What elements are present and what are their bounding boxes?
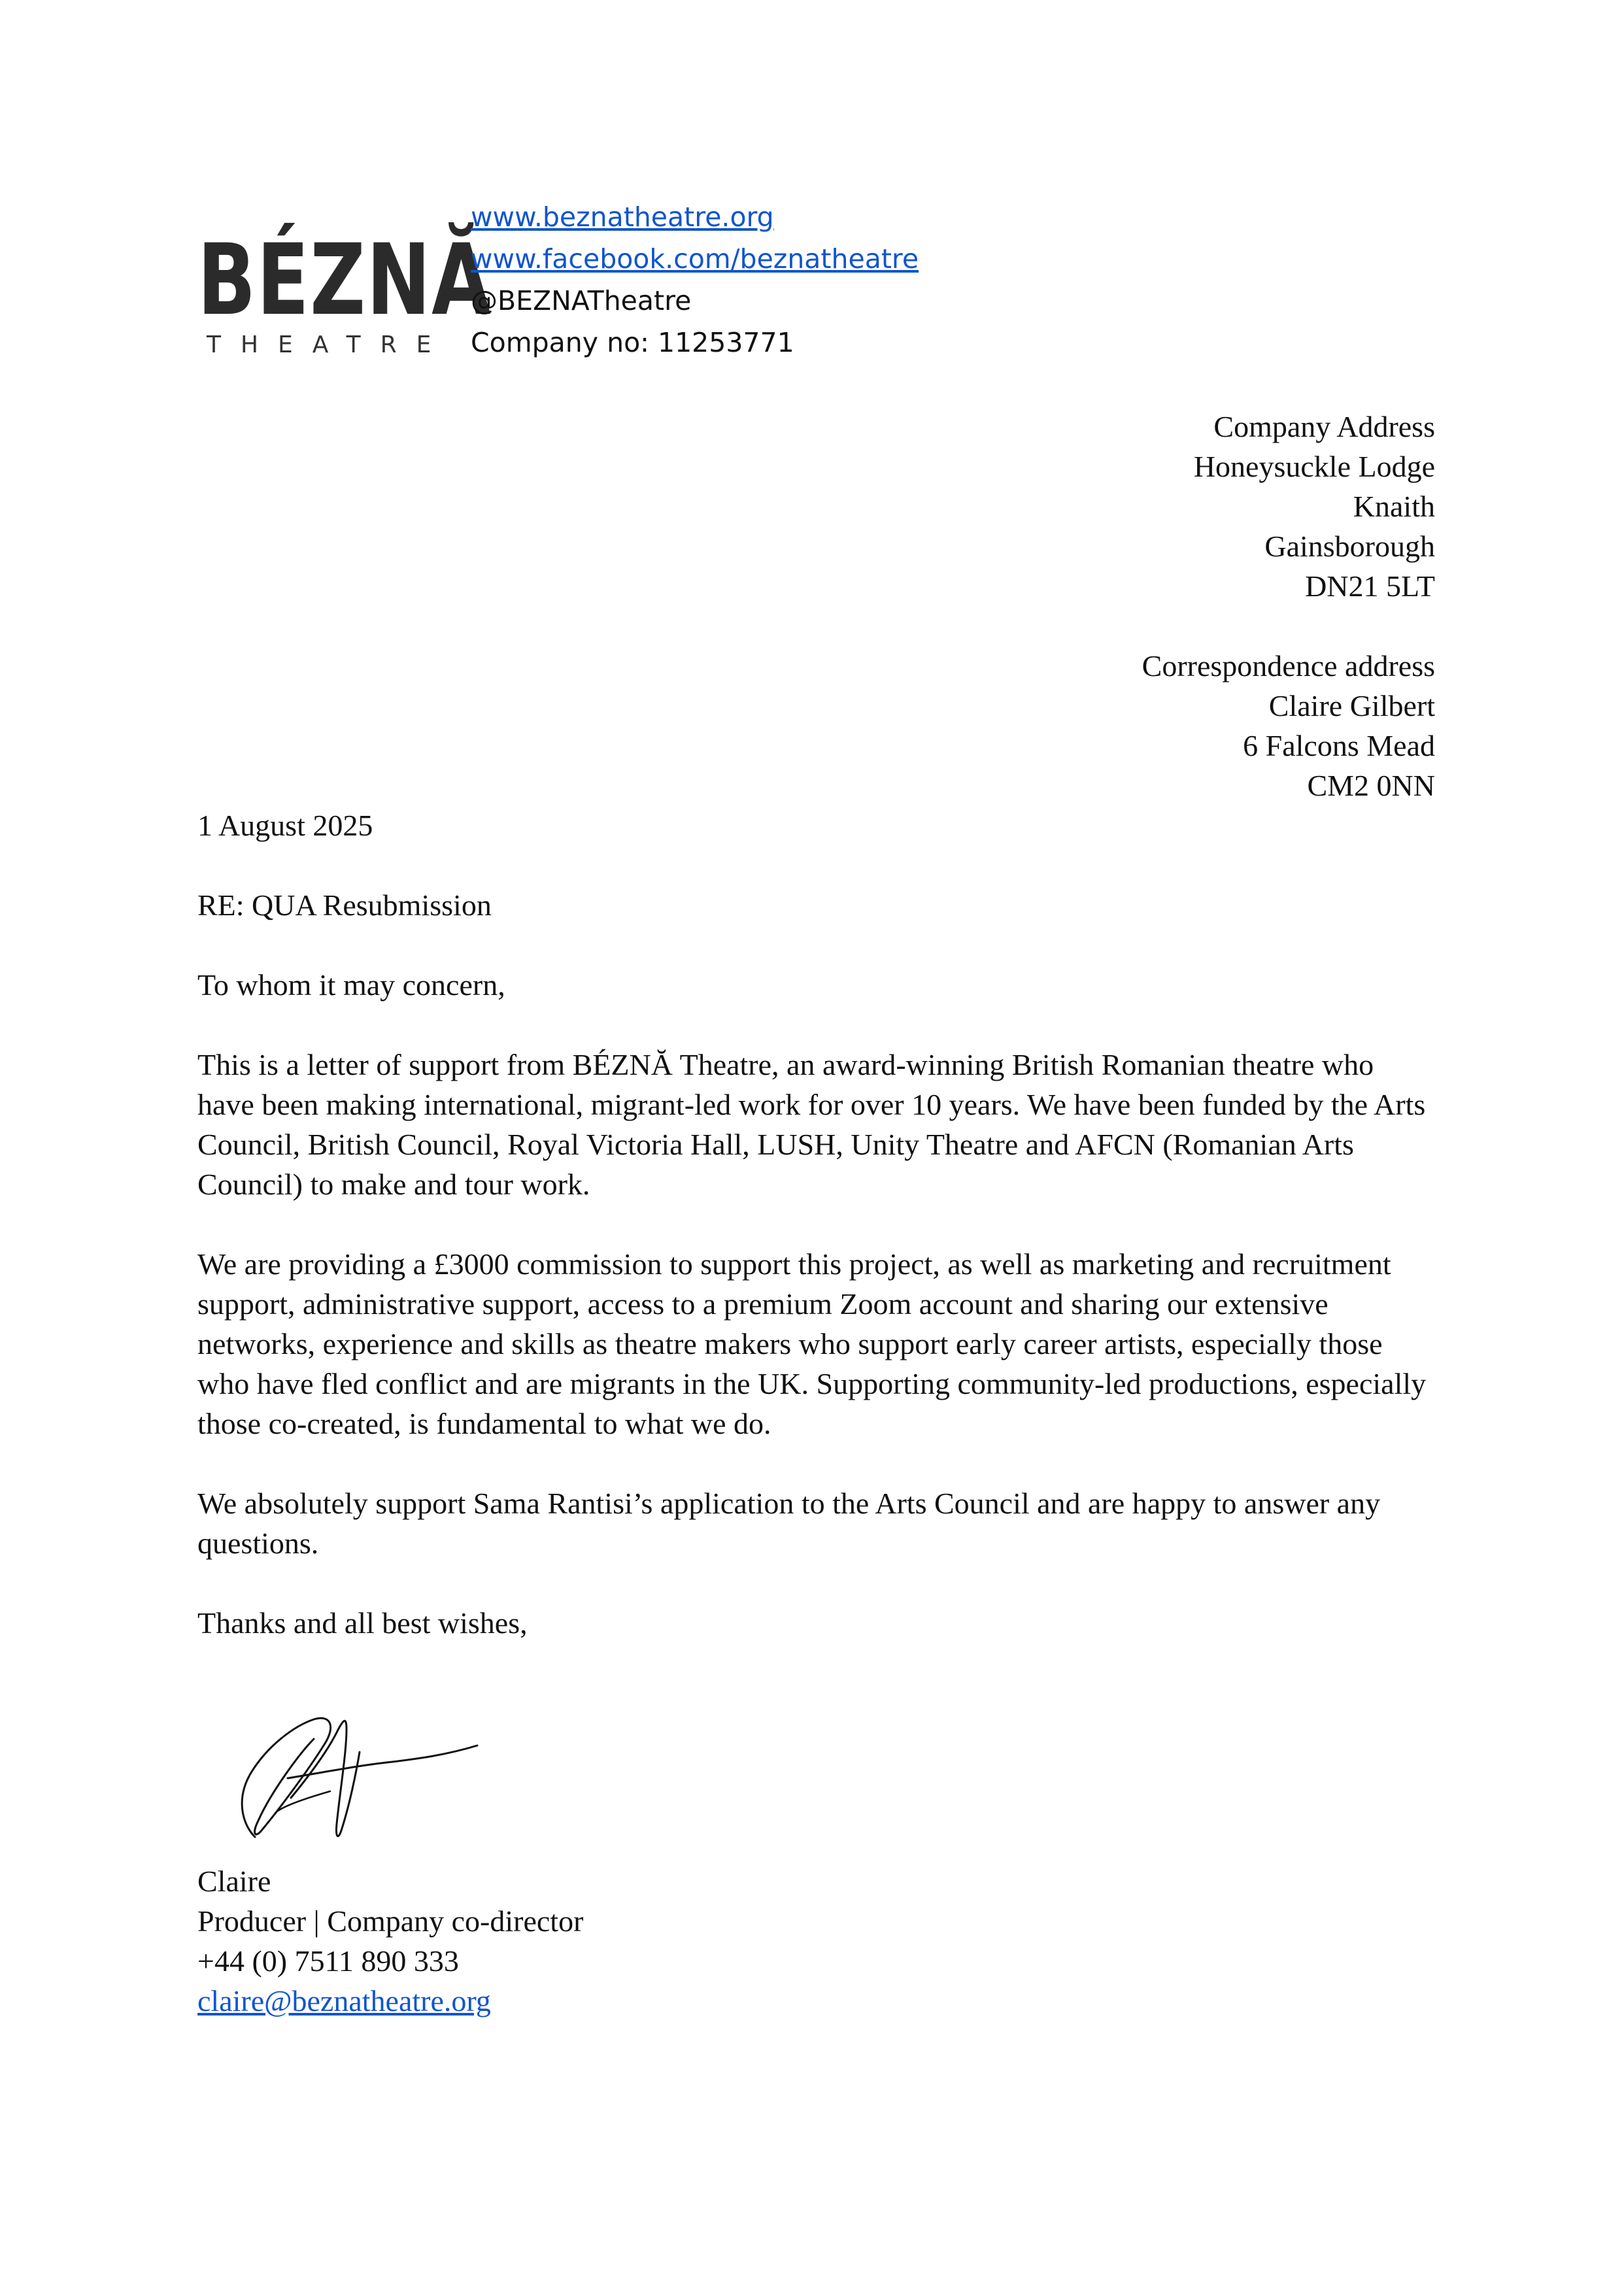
paragraph-line: Council, British Council, Royal Victoria Hall, LUSH, Unity Theatre and AFCN (Romanian Arts bbox=[197, 1128, 1354, 1161]
letterhead-contact bbox=[471, 196, 919, 363]
bezna-theatre-logo bbox=[197, 205, 492, 358]
signer-role: Producer | Company co-director bbox=[197, 1904, 584, 1938]
logo-subtitle: THEATRE bbox=[207, 331, 451, 358]
paragraph-line: questions. bbox=[197, 1527, 319, 1560]
paragraph-line: who have fled conflict and are migrants in the UK. Supporting community-led productions, especially bbox=[197, 1367, 1427, 1400]
correspondence-address-heading: Correspondence address bbox=[1142, 649, 1435, 683]
paragraph-line: networks, experience and skills as theatre makers who support early career artists, especially those bbox=[197, 1327, 1383, 1360]
company-address-line: Gainsborough bbox=[1264, 530, 1435, 563]
paragraph-3 bbox=[197, 1483, 1440, 1563]
paragraph-line: This is a letter of support from BÉZNĂ Theatre, an award-winning British Romanian theatre who bbox=[197, 1048, 1374, 1081]
facebook-link[interactable]: www.facebook.com/beznatheatre bbox=[471, 243, 919, 275]
letter-closing: Thanks and all best wishes, bbox=[197, 1606, 528, 1640]
company-address bbox=[1194, 407, 1435, 606]
paragraph-line: support, administrative support, access to a premium Zoom account and sharing our extensive bbox=[197, 1287, 1328, 1321]
letter-date: 1 August 2025 bbox=[197, 809, 373, 842]
paragraph-line: We are providing a £3000 commission to support this project, as well as marketing and recruitment bbox=[197, 1247, 1391, 1281]
correspondence-name: Claire Gilbert bbox=[1268, 689, 1435, 722]
company-address-heading: Company Address bbox=[1213, 410, 1435, 443]
company-number: Company no: 11253771 bbox=[471, 327, 794, 358]
letter-subject: RE: QUA Resubmission bbox=[197, 888, 492, 922]
website-link[interactable]: www.beznatheatre.org bbox=[471, 201, 774, 233]
company-address-postcode: DN21 5LT bbox=[1305, 569, 1435, 603]
handwritten-signature bbox=[216, 1700, 490, 1844]
correspondence-address bbox=[1142, 646, 1435, 805]
paragraph-line: have been making international, migrant-led work for over 10 years. We have been funded by the Arts bbox=[197, 1088, 1426, 1121]
paragraph-2 bbox=[197, 1244, 1440, 1443]
paragraph-1 bbox=[197, 1045, 1440, 1204]
correspondence-address-line: 6 Falcons Mead bbox=[1243, 729, 1435, 762]
company-address-line: Knaith bbox=[1353, 490, 1435, 523]
paragraph-line: those co-created, is fundamental to what we do. bbox=[197, 1407, 771, 1440]
letter-greeting: To whom it may concern, bbox=[197, 968, 505, 1002]
paragraph-line: We absolutely support Sama Rantisi’s application to the Arts Council and are happy to answer any bbox=[197, 1487, 1381, 1520]
paragraph-line: Council) to make and tour work. bbox=[197, 1168, 590, 1201]
signoff-block bbox=[197, 1861, 583, 2021]
signer-phone: +44 (0) 7511 890 333 bbox=[197, 1944, 459, 1978]
logo-wordmark: BÉZNĂ bbox=[197, 224, 492, 337]
signer-email-link[interactable]: claire@beznatheatre.org bbox=[197, 1984, 491, 2017]
company-address-line: Honeysuckle Lodge bbox=[1193, 450, 1435, 483]
correspondence-postcode: CM2 0NN bbox=[1307, 769, 1435, 802]
twitter-handle: @BEZNATheatre bbox=[471, 285, 692, 316]
signer-name: Claire bbox=[197, 1864, 271, 1898]
